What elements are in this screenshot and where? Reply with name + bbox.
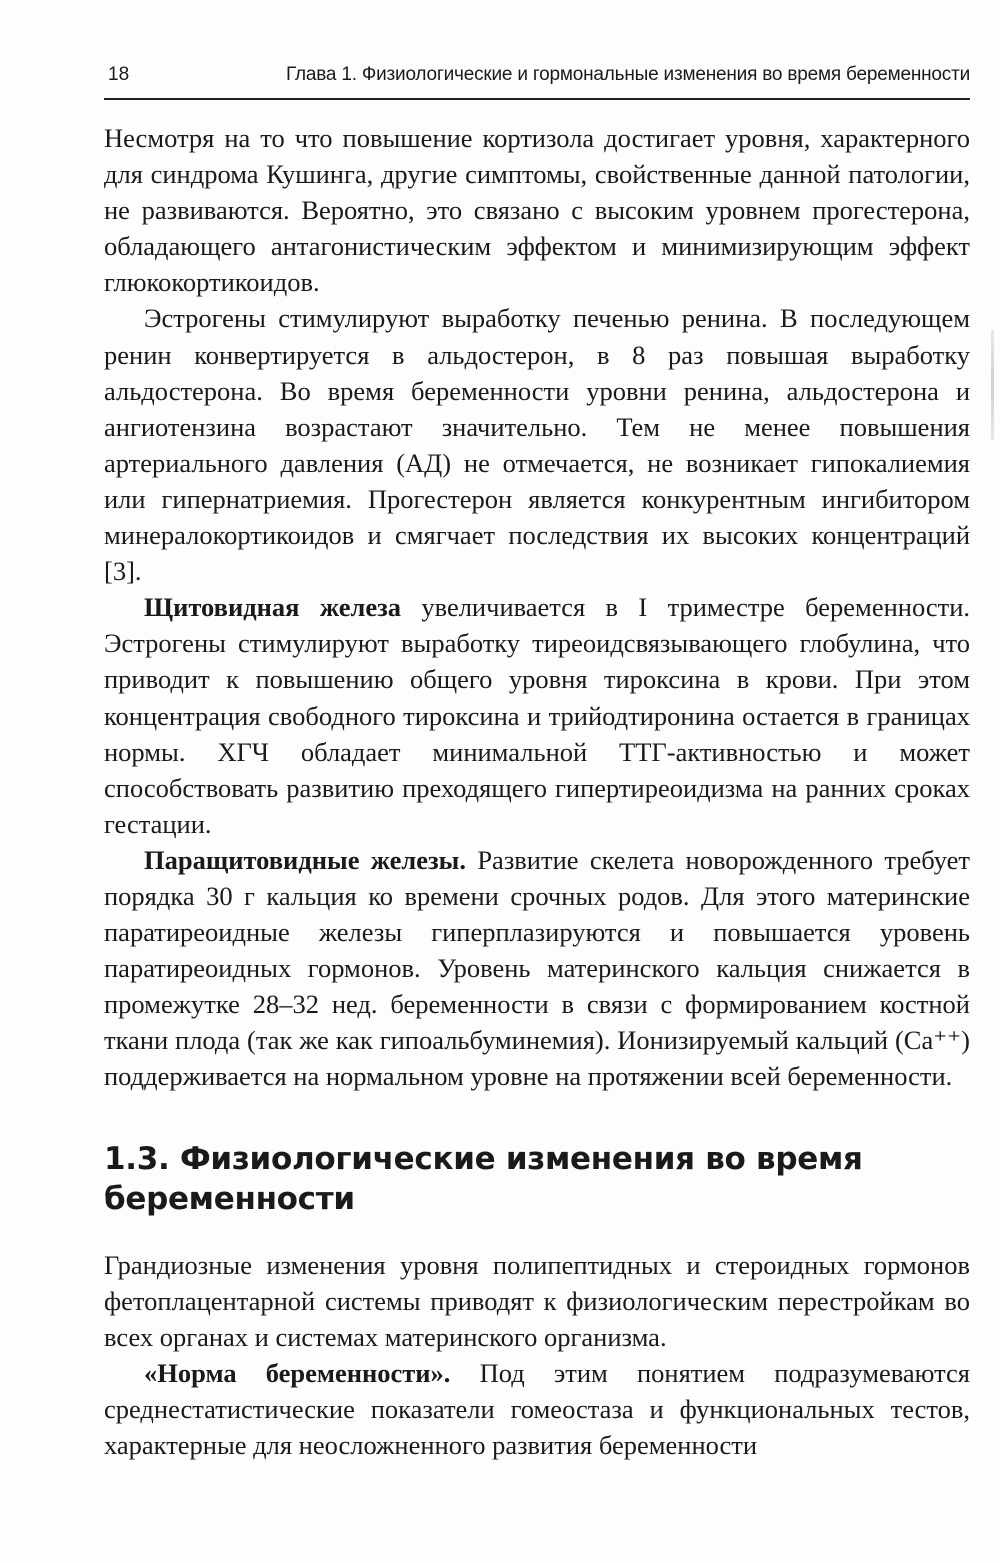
section-heading: 1.3. Физиологические изменения во время беременности: [104, 1140, 863, 1217]
paragraph-parathyroid: [104, 842, 970, 1095]
paragraph-text: Несмотря на то что повышение кортизола достигает уровня, характерного для синдрома Кушинга, другие симптомы, свойственные данной патологии, не развиваются. Вероятно, это связано с высоким уровнем прогестерона, обладающего антагонистическим эффектом и минимизирующим эффект глюкокортикоидов.: [104, 123, 970, 298]
paragraph-lead: «Норма беременности».: [144, 1357, 451, 1388]
section-intro: [104, 1247, 970, 1355]
paragraph-text: Развитие скелета новорожденного требует порядка 30 г кальция ко времени срочных родов. Для этого материнские паратиреоидные железы гиперплазируются и повышается уровень паратиреоидных гормонов. Уровень материнского кальция снижается в промежутке 28–32 нед. беременности в связи с формированием костной ткани плода (так же как гипоальбуминемия). Ионизируемый кальций (Ca⁺⁺) поддерживается на нормальном уровне на протяжении всей беременности.: [104, 844, 970, 1092]
paragraph-text: увеличивается в I триместре беременности. Эстрогены стимулируют выработку тиреоидсвязывающего глобулина, что приводит к повышению общего уровня тироксина в крови. При этом концентрация свободного тироксина и трийодтиронина остается в границах нормы. ХГЧ обладает минимальной ТТГ-активностью и может способствовать развитию преходящего гипертиреоидизма на ранних сроках гестации.: [104, 592, 970, 839]
paragraph-thyroid: [104, 589, 970, 842]
paragraph-text: Грандиозные изменения уровня полипептидных и стероидных гормонов фетоплацентарной системы приводят к физиологическим перестройкам во всех органах и системах материнского организма.: [104, 1249, 970, 1352]
paragraph-lead: Паращитовидные железы.: [144, 844, 466, 875]
paragraph-cortisol: [104, 120, 970, 300]
page-number: 18: [108, 64, 130, 85]
paragraph-pregnancy-norm: [104, 1355, 970, 1463]
paragraph-text: Под этим понятием подразумеваются среднестатистические показатели гомеостаза и функциональных тестов, характерные для неосложненного развития беременности: [104, 1357, 970, 1460]
paragraph-lead: Щитовидная железа: [144, 592, 401, 623]
running-head: [104, 62, 970, 100]
paragraph-estrogens: [104, 300, 970, 589]
paragraph-text: Эстрогены стимулируют выработку печенью ренина. В последующем ренин конвертируется в альдостерон, в 8 раз повышая выработку альдостерона. Во время беременности уровни ренина, альдостерона и ангиотензина возрастают значительно. Тем не менее повышения артериального давления (АД) не отмечается, не возникает гипокалиемия или гипернатриемия. Прогестерон является конкурентным ингибитором минералокортикоидов и смягчает последствия их высоких концентраций [3].: [104, 303, 970, 587]
body-text: [104, 120, 970, 1463]
chapter-title: Глава 1. Физиологические и гормональные изменения во время беременности: [285, 64, 970, 85]
scan-edge-mark: [991, 330, 994, 440]
